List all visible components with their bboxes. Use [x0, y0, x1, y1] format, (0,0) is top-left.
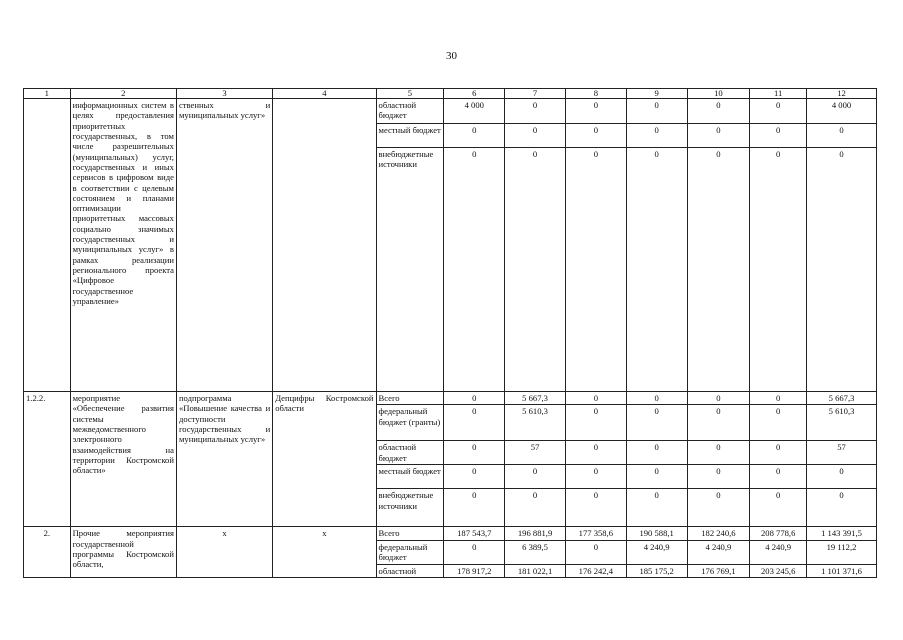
funding-source: местный бюджет: [376, 465, 444, 489]
value-cell: 57: [505, 441, 566, 465]
row-code-cell: 2.: [24, 527, 71, 578]
value-cell: 5 610,3: [807, 405, 877, 441]
column-number: 6: [444, 89, 505, 99]
column-number: 5: [376, 89, 444, 99]
column-number-row: [24, 89, 877, 99]
value-cell: 0: [565, 465, 626, 489]
value-cell: 4 240,9: [750, 540, 807, 564]
value-cell: 0: [750, 392, 807, 405]
value-cell: 0: [505, 124, 566, 148]
value-cell: 0: [687, 489, 750, 527]
value-cell: 0: [444, 392, 505, 405]
value-cell: 0: [626, 148, 687, 392]
page-number: 30: [446, 50, 457, 62]
budget-table: [23, 88, 877, 578]
value-cell: 0: [444, 489, 505, 527]
funding-source: федеральный бюджет (гранты): [376, 405, 444, 441]
value-cell: 19 112,2: [807, 540, 877, 564]
value-cell: 176 242,4: [565, 564, 626, 577]
value-cell: 0: [626, 392, 687, 405]
value-cell: 203 245,6: [750, 564, 807, 577]
value-cell: 182 240,6: [687, 527, 750, 540]
value-cell: 0: [687, 124, 750, 148]
value-cell: 0: [750, 441, 807, 465]
value-cell: 0: [687, 392, 750, 405]
funding-source: федеральный бюджет: [376, 540, 444, 564]
table-row: [24, 392, 877, 405]
value-cell: 0: [626, 99, 687, 124]
table-row: [24, 99, 877, 124]
executor-cell: x: [273, 527, 376, 578]
column-number: 11: [750, 89, 807, 99]
column-number: 3: [176, 89, 272, 99]
funding-source: областной: [376, 564, 444, 577]
value-cell: 190 588,1: [626, 527, 687, 540]
value-cell: 0: [807, 148, 877, 392]
value-cell: 0: [750, 124, 807, 148]
funding-source: внебюджетные источники: [376, 148, 444, 392]
value-cell: 4 240,9: [687, 540, 750, 564]
column-number: 8: [565, 89, 626, 99]
executor-cell: Депцифры Костромской области: [273, 392, 376, 527]
value-cell: 0: [687, 148, 750, 392]
value-cell: 5 667,3: [505, 392, 566, 405]
column-number: 2: [70, 89, 176, 99]
value-cell: 0: [565, 540, 626, 564]
value-cell: 0: [565, 124, 626, 148]
program-cell: подпрограмма «Повышение качества и доступности государственных и муниципальных услуг»: [176, 392, 272, 527]
value-cell: 0: [750, 465, 807, 489]
value-cell: 0: [626, 405, 687, 441]
value-cell: 0: [444, 441, 505, 465]
value-cell: 0: [626, 465, 687, 489]
value-cell: 0: [750, 99, 807, 124]
value-cell: 0: [565, 405, 626, 441]
program-cell: ственных и муниципальных услуг»: [176, 99, 272, 392]
column-number: 9: [626, 89, 687, 99]
program-cell: x: [176, 527, 272, 578]
measure-description: информационных систем в целях предоставления приоритетных государственных, в том числе разрешительных (муниципальных) услуг, государственных и иных сервисов в цифровом виде в соответствии с целевым состоянием и планами оптимизации приоритетных массовых социально значимых государственных и муниципальных услуг» в рамках реализации регионального проекта «Цифровое государственное управление»: [70, 99, 176, 392]
funding-source: Всего: [376, 392, 444, 405]
value-cell: 0: [565, 441, 626, 465]
value-cell: 0: [626, 124, 687, 148]
funding-source: внебюджетные источники: [376, 489, 444, 527]
value-cell: 0: [444, 540, 505, 564]
value-cell: 5 667,3: [807, 392, 877, 405]
executor-cell: [273, 99, 376, 392]
value-cell: 181 022,1: [505, 564, 566, 577]
value-cell: 196 881,9: [505, 527, 566, 540]
measure-description: мероприятие «Обеспечение развития системы межведомственного электронного взаимодействия на территории Костромской области»: [70, 392, 176, 527]
value-cell: 0: [565, 99, 626, 124]
value-cell: 4 240,9: [626, 540, 687, 564]
value-cell: 0: [626, 489, 687, 527]
value-cell: 0: [687, 441, 750, 465]
funding-source: местный бюджет: [376, 124, 444, 148]
table-row: [24, 527, 877, 540]
value-cell: 57: [807, 441, 877, 465]
value-cell: 177 358,6: [565, 527, 626, 540]
column-number: 10: [687, 89, 750, 99]
value-cell: 1 101 371,6: [807, 564, 877, 577]
column-number: 7: [505, 89, 566, 99]
value-cell: 1 143 391,5: [807, 527, 877, 540]
value-cell: 0: [505, 489, 566, 527]
funding-source: областной бюджет: [376, 441, 444, 465]
value-cell: 0: [444, 465, 505, 489]
value-cell: 0: [505, 99, 566, 124]
value-cell: 0: [444, 405, 505, 441]
value-cell: 4 000: [807, 99, 877, 124]
value-cell: 176 769,1: [687, 564, 750, 577]
value-cell: 0: [687, 405, 750, 441]
value-cell: 0: [807, 489, 877, 527]
value-cell: 0: [505, 148, 566, 392]
column-number: 1: [24, 89, 71, 99]
value-cell: 185 175,2: [626, 564, 687, 577]
value-cell: 0: [750, 148, 807, 392]
value-cell: 6 389,5: [505, 540, 566, 564]
value-cell: 0: [565, 392, 626, 405]
value-cell: 0: [807, 124, 877, 148]
value-cell: 0: [444, 124, 505, 148]
row-code-cell: [24, 99, 71, 392]
value-cell: 0: [687, 465, 750, 489]
funding-source: Всего: [376, 527, 444, 540]
value-cell: 4 000: [444, 99, 505, 124]
measure-description: Прочие мероприятия государственной программы Костромской области,: [70, 527, 176, 578]
value-cell: 0: [565, 148, 626, 392]
row-code-cell: 1.2.2.: [24, 392, 71, 527]
value-cell: 0: [750, 489, 807, 527]
value-cell: 5 610,3: [505, 405, 566, 441]
value-cell: 0: [565, 489, 626, 527]
value-cell: 0: [807, 465, 877, 489]
value-cell: 0: [505, 465, 566, 489]
value-cell: 208 778,6: [750, 527, 807, 540]
value-cell: 0: [687, 99, 750, 124]
value-cell: 0: [444, 148, 505, 392]
value-cell: 178 917,2: [444, 564, 505, 577]
column-number: 12: [807, 89, 877, 99]
funding-source: областной бюджет: [376, 99, 444, 124]
value-cell: 0: [750, 405, 807, 441]
column-number: 4: [273, 89, 376, 99]
value-cell: 187 543,7: [444, 527, 505, 540]
value-cell: 0: [626, 441, 687, 465]
